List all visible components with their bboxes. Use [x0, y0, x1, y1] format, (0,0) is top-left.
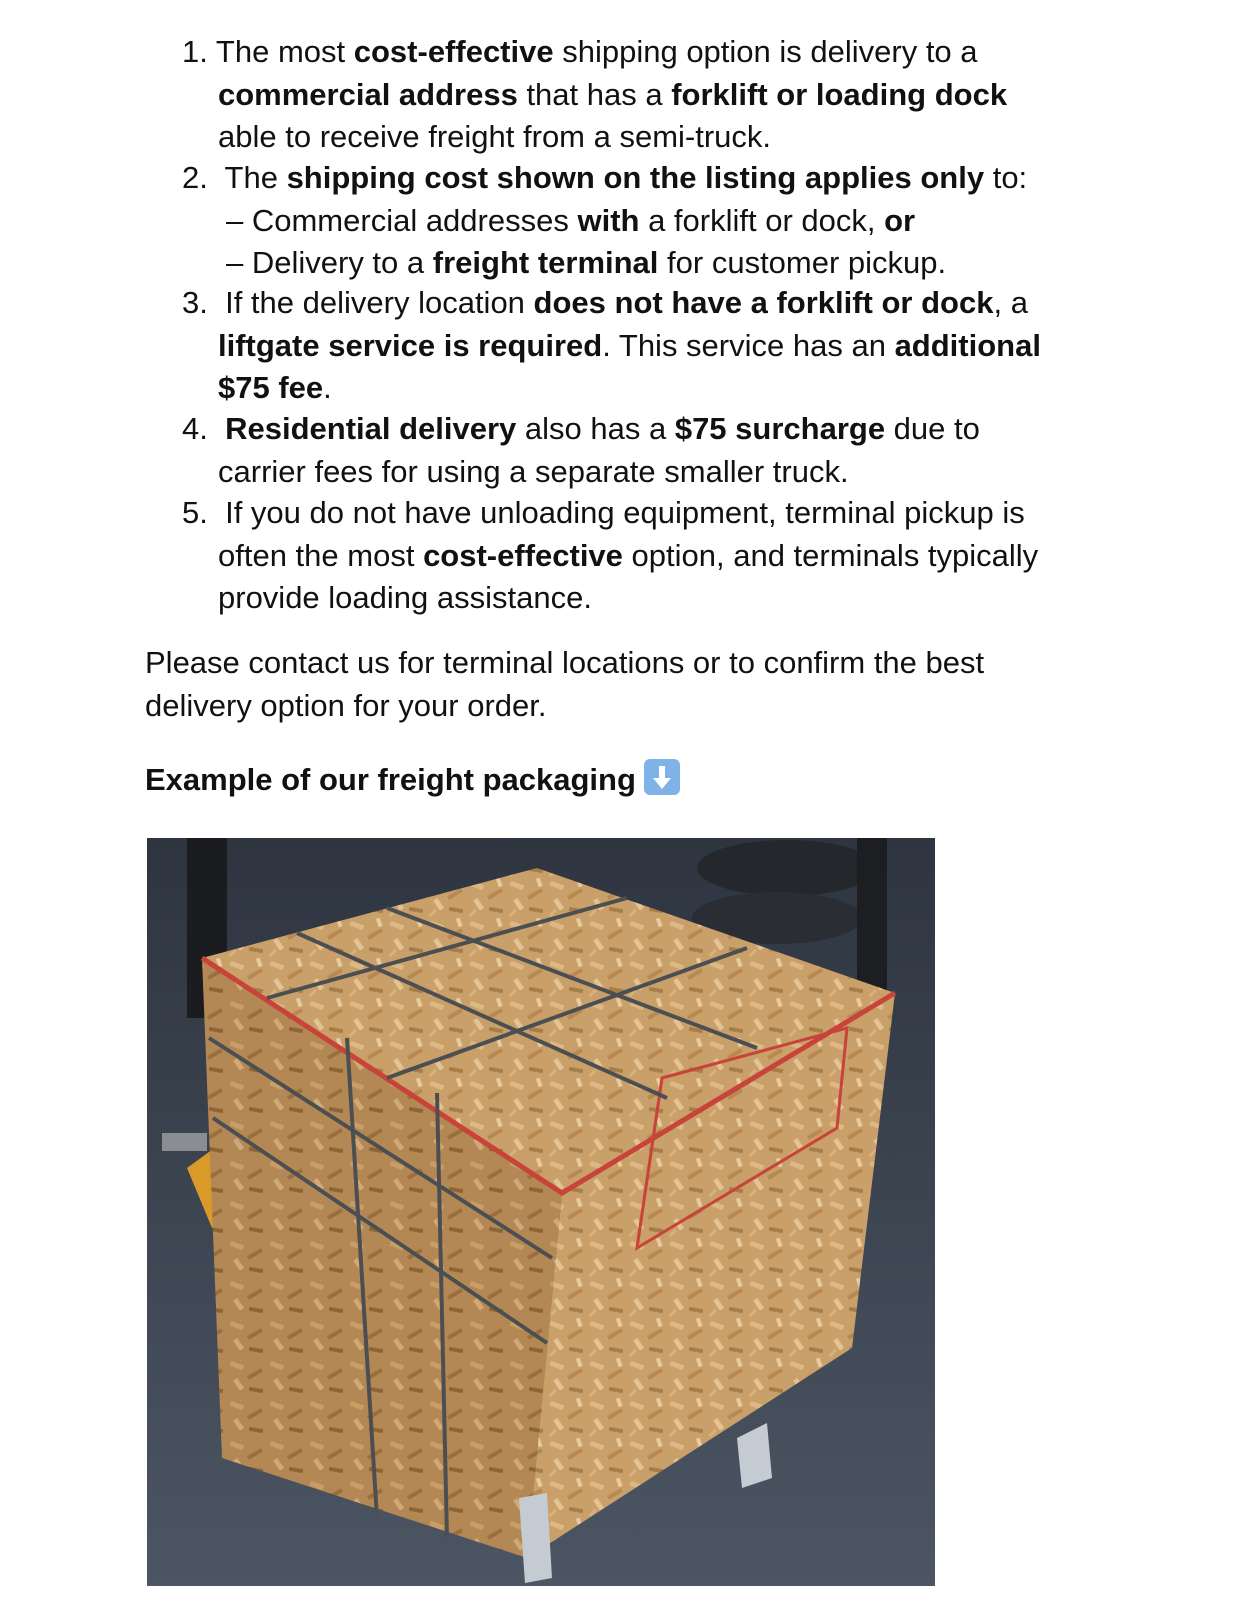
list-item-2-line-2: [182, 200, 1082, 243]
bold-run: does not have a forklift or dock: [533, 285, 994, 320]
text-run: option, and terminals typically: [622, 537, 1039, 573]
bold-run: $75 surcharge: [674, 411, 886, 446]
example-heading: [145, 758, 680, 801]
list-item-5-line-3: [182, 577, 1082, 620]
bold-run: with: [577, 202, 640, 238]
text-run: . This service has an: [602, 327, 895, 363]
text-run: If the delivery location: [225, 285, 534, 320]
text-run: The most: [215, 34, 354, 69]
list-number: 2.: [182, 160, 208, 195]
list-item-4-line-1: [182, 408, 1082, 451]
text-run: – Delivery to a: [226, 245, 433, 280]
bold-run: forklift or loading dock: [671, 76, 1008, 112]
list-item-2-line-1: [182, 157, 1082, 200]
list-item-5-line-1: [182, 492, 1082, 535]
bold-run: liftgate service is required: [218, 327, 603, 363]
list-item-1-line-1: [182, 31, 1082, 74]
text-run: a forklift or dock,: [639, 202, 885, 238]
bold-run: cost-effective: [423, 537, 623, 573]
list-number: 5.: [182, 495, 208, 530]
list-item-3: [182, 282, 1082, 410]
bold-run: cost-effective: [353, 34, 554, 69]
contact-line-1: Please contact us for terminal locations or to confirm the best: [145, 645, 985, 680]
list-item-5: [182, 492, 1082, 620]
text-run: The: [224, 160, 287, 195]
list-item-1: [182, 31, 1082, 159]
wooden-crate-on-pallet-photo: [147, 838, 935, 1586]
list-item-4-line-2: [182, 451, 1082, 494]
list-number: 4.: [182, 411, 208, 446]
text-run: provide loading assistance.: [218, 580, 592, 615]
list-item-3-line-3: [182, 367, 1082, 410]
text-run: able to receive freight from a semi-truck.: [218, 119, 772, 154]
list-item-2-line-3: [182, 242, 1082, 285]
list-item-1-line-3: [182, 116, 1082, 159]
text-run: for customer pickup.: [658, 245, 947, 280]
text-run: due to: [885, 411, 980, 446]
bold-run: commercial address: [218, 76, 518, 112]
text-run: – Commercial addresses: [226, 202, 578, 238]
contact-paragraph: [145, 641, 1095, 727]
bold-run: shipping cost shown on the listing applies only: [286, 160, 985, 195]
bold-run: freight terminal: [432, 245, 659, 280]
text-run: .: [323, 370, 332, 405]
text-run: that has a: [517, 76, 672, 112]
list-number: 3.: [182, 285, 208, 320]
text-run: often the most: [218, 537, 424, 573]
list-item-2: [182, 157, 1082, 285]
down-arrow-icon: [644, 759, 680, 795]
text-run: , a: [993, 285, 1028, 320]
bold-run: Residential delivery: [225, 411, 517, 446]
text-run: shipping option is delivery to a: [553, 34, 978, 69]
list-number: 1.: [182, 34, 208, 69]
crate-photo-illustration: [147, 838, 935, 1586]
contact-line-2: delivery option for your order.: [145, 688, 547, 723]
text-run: to:: [984, 160, 1028, 195]
text-run: carrier fees for using a separate smaller truck.: [218, 453, 849, 489]
list-item-4: [182, 408, 1082, 493]
list-item-5-line-2: [182, 535, 1082, 578]
text-run: also has a: [516, 411, 675, 446]
example-heading-text: Example of our freight packaging: [145, 762, 636, 797]
bold-run: additional: [894, 327, 1041, 363]
text-run: If you do not have unloading equipment, terminal pickup is: [225, 495, 1025, 530]
bold-run: $75 fee: [218, 370, 324, 405]
list-item-1-line-2: [182, 74, 1082, 117]
list-item-3-line-1: [182, 282, 1082, 325]
list-item-3-line-2: [182, 325, 1082, 368]
bold-run: or: [884, 202, 916, 238]
